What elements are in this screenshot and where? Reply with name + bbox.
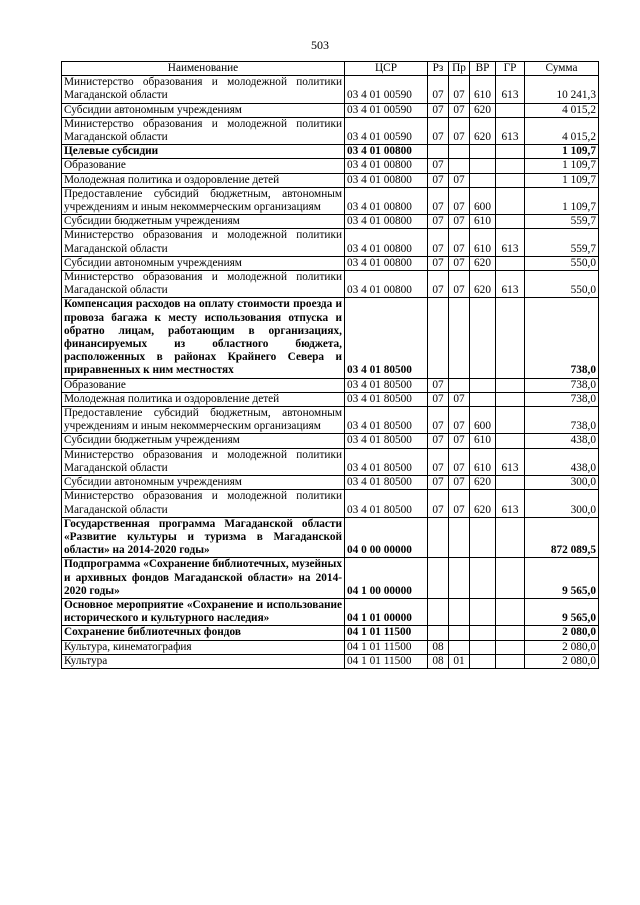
cell-sum: 550,0 (525, 271, 599, 298)
cell-name: Субсидии бюджетным учреждениям (62, 215, 345, 229)
table-row (62, 145, 599, 159)
cell-vr: 620 (470, 256, 496, 270)
cell-pr: 07 (449, 215, 470, 229)
table-row (62, 407, 599, 434)
cell-vr: 610 (470, 229, 496, 256)
cell-rz (428, 626, 449, 640)
cell-vr: 620 (470, 103, 496, 117)
table-row (62, 256, 599, 270)
cell-pr: 07 (449, 76, 470, 103)
cell-pr: 07 (449, 173, 470, 187)
table-row (62, 598, 599, 625)
cell-name: Министерство образования и молодежной политики Магаданской области (62, 448, 345, 475)
cell-name: Субсидии автономным учреждениям (62, 256, 345, 270)
cell-pr: 07 (449, 271, 470, 298)
cell-sum: 4 015,2 (525, 103, 599, 117)
cell-name: Молодежная политика и оздоровление детей (62, 173, 345, 187)
cell-csr: 03 4 01 00590 (345, 103, 428, 117)
column-header-gr: ГР (496, 62, 525, 76)
cell-sum: 1 109,7 (525, 159, 599, 173)
cell-gr: 613 (496, 76, 525, 103)
table-row (62, 159, 599, 173)
cell-vr (470, 378, 496, 392)
cell-sum: 738,0 (525, 407, 599, 434)
cell-gr: 613 (496, 117, 525, 144)
cell-rz: 07 (428, 117, 449, 144)
cell-gr (496, 626, 525, 640)
table-row (62, 117, 599, 144)
cell-csr: 03 4 01 80500 (345, 298, 428, 378)
cell-gr (496, 378, 525, 392)
cell-rz: 08 (428, 654, 449, 668)
cell-sum: 872 089,5 (525, 517, 599, 558)
cell-csr: 04 1 00 00000 (345, 558, 428, 599)
cell-name: Целевые субсидии (62, 145, 345, 159)
cell-name: Предоставление субсидий бюджетным, автономным учреждениям и иным некоммерческим организациям (62, 187, 345, 214)
cell-name: Министерство образования и молодежной политики Магаданской области (62, 76, 345, 103)
cell-sum: 10 241,3 (525, 76, 599, 103)
cell-csr: 04 1 01 11500 (345, 626, 428, 640)
cell-pr: 01 (449, 654, 470, 668)
cell-vr: 620 (470, 490, 496, 517)
cell-rz: 07 (428, 476, 449, 490)
cell-rz: 07 (428, 76, 449, 103)
table-row (62, 392, 599, 406)
cell-pr (449, 558, 470, 599)
cell-csr: 03 4 01 00800 (345, 159, 428, 173)
cell-sum: 438,0 (525, 434, 599, 448)
cell-rz (428, 517, 449, 558)
cell-pr (449, 626, 470, 640)
cell-gr (496, 159, 525, 173)
cell-pr: 07 (449, 229, 470, 256)
table-row (62, 476, 599, 490)
cell-gr (496, 103, 525, 117)
cell-vr: 600 (470, 187, 496, 214)
cell-gr (496, 215, 525, 229)
cell-rz (428, 558, 449, 599)
cell-csr: 04 1 01 11500 (345, 654, 428, 668)
table-row (62, 103, 599, 117)
table-row (62, 76, 599, 103)
cell-sum: 2 080,0 (525, 654, 599, 668)
cell-pr: 07 (449, 407, 470, 434)
cell-sum: 1 109,7 (525, 145, 599, 159)
cell-name: Культура, кинематография (62, 640, 345, 654)
cell-rz: 07 (428, 229, 449, 256)
table-row (62, 173, 599, 187)
cell-csr: 04 0 00 00000 (345, 517, 428, 558)
cell-name: Государственная программа Магаданской области «Развитие культуры и туризма в Магаданской области» на 2014-2020 годы» (62, 517, 345, 558)
cell-csr: 03 4 01 00800 (345, 145, 428, 159)
cell-name: Министерство образования и молодежной политики Магаданской области (62, 117, 345, 144)
cell-name: Молодежная политика и оздоровление детей (62, 392, 345, 406)
cell-rz: 07 (428, 187, 449, 214)
cell-name: Образование (62, 378, 345, 392)
cell-csr: 03 4 01 80500 (345, 407, 428, 434)
cell-pr: 07 (449, 117, 470, 144)
column-header-pr: Пр (449, 62, 470, 76)
cell-sum: 559,7 (525, 215, 599, 229)
cell-gr (496, 407, 525, 434)
cell-rz: 07 (428, 490, 449, 517)
cell-csr: 03 4 01 00800 (345, 229, 428, 256)
cell-sum: 2 080,0 (525, 640, 599, 654)
table-row (62, 558, 599, 599)
cell-rz: 07 (428, 215, 449, 229)
cell-gr: 613 (496, 229, 525, 256)
cell-sum: 300,0 (525, 490, 599, 517)
cell-csr: 03 4 01 00590 (345, 76, 428, 103)
column-header-rz: Рз (428, 62, 449, 76)
cell-name: Субсидии бюджетным учреждениям (62, 434, 345, 448)
cell-gr (496, 517, 525, 558)
table-row (62, 215, 599, 229)
cell-pr (449, 640, 470, 654)
cell-gr (496, 145, 525, 159)
cell-vr: 620 (470, 117, 496, 144)
cell-sum: 300,0 (525, 476, 599, 490)
cell-sum: 9 565,0 (525, 558, 599, 599)
cell-csr: 03 4 01 00800 (345, 187, 428, 214)
cell-gr (496, 173, 525, 187)
cell-name: Министерство образования и молодежной политики Магаданской области (62, 490, 345, 517)
table-header-row (62, 62, 599, 76)
cell-csr: 03 4 01 00800 (345, 271, 428, 298)
cell-pr (449, 517, 470, 558)
cell-vr (470, 173, 496, 187)
cell-vr (470, 598, 496, 625)
cell-vr: 610 (470, 448, 496, 475)
cell-gr (496, 476, 525, 490)
cell-csr: 03 4 01 80500 (345, 490, 428, 517)
cell-pr: 07 (449, 476, 470, 490)
cell-csr: 03 4 01 80500 (345, 476, 428, 490)
cell-rz: 08 (428, 640, 449, 654)
cell-pr: 07 (449, 103, 470, 117)
cell-pr: 07 (449, 490, 470, 517)
table-row (62, 640, 599, 654)
cell-csr: 03 4 01 80500 (345, 448, 428, 475)
cell-csr: 03 4 01 80500 (345, 392, 428, 406)
budget-table (61, 61, 599, 669)
table-row (62, 490, 599, 517)
table-row (62, 229, 599, 256)
cell-csr: 04 1 01 11500 (345, 640, 428, 654)
cell-name: Основное мероприятие «Сохранение и использование исторического и культурного наследия» (62, 598, 345, 625)
cell-vr (470, 558, 496, 599)
cell-csr: 03 4 01 00800 (345, 173, 428, 187)
cell-vr: 600 (470, 407, 496, 434)
cell-name: Субсидии автономным учреждениям (62, 103, 345, 117)
cell-vr (470, 654, 496, 668)
cell-rz (428, 598, 449, 625)
cell-pr: 07 (449, 256, 470, 270)
table-row (62, 298, 599, 378)
cell-name: Подпрограмма «Сохранение библиотечных, музейных и архивных фондов Магаданской области» на 2014-2020 годы» (62, 558, 345, 599)
cell-vr (470, 159, 496, 173)
column-header-sum: Сумма (525, 62, 599, 76)
cell-gr (496, 640, 525, 654)
cell-vr: 610 (470, 434, 496, 448)
cell-sum: 550,0 (525, 256, 599, 270)
cell-pr (449, 598, 470, 625)
cell-gr (496, 298, 525, 378)
cell-sum: 738,0 (525, 298, 599, 378)
column-header-name: Наименование (62, 62, 345, 76)
table-row (62, 626, 599, 640)
cell-rz: 07 (428, 159, 449, 173)
cell-gr (496, 187, 525, 214)
cell-sum: 738,0 (525, 378, 599, 392)
cell-pr: 07 (449, 187, 470, 214)
cell-sum: 4 015,2 (525, 117, 599, 144)
cell-pr: 07 (449, 434, 470, 448)
cell-name: Субсидии автономным учреждениям (62, 476, 345, 490)
cell-vr: 610 (470, 76, 496, 103)
cell-name: Министерство образования и молодежной политики Магаданской области (62, 271, 345, 298)
cell-pr: 07 (449, 392, 470, 406)
cell-pr: 07 (449, 448, 470, 475)
table-row (62, 517, 599, 558)
cell-csr: 03 4 01 80500 (345, 378, 428, 392)
cell-csr: 03 4 01 00590 (345, 117, 428, 144)
cell-rz (428, 298, 449, 378)
cell-rz: 07 (428, 407, 449, 434)
cell-gr (496, 392, 525, 406)
page-number: 503 (311, 38, 329, 52)
cell-gr (496, 256, 525, 270)
table-row (62, 378, 599, 392)
cell-csr: 03 4 01 00800 (345, 215, 428, 229)
cell-rz: 07 (428, 103, 449, 117)
cell-vr (470, 640, 496, 654)
cell-pr (449, 298, 470, 378)
cell-sum: 1 109,7 (525, 187, 599, 214)
cell-rz: 07 (428, 271, 449, 298)
table-row (62, 434, 599, 448)
cell-vr (470, 145, 496, 159)
table-row (62, 271, 599, 298)
cell-rz: 07 (428, 173, 449, 187)
cell-name: Сохранение библиотечных фондов (62, 626, 345, 640)
cell-gr: 613 (496, 271, 525, 298)
cell-name: Культура (62, 654, 345, 668)
cell-rz: 07 (428, 392, 449, 406)
cell-vr: 620 (470, 476, 496, 490)
cell-name: Образование (62, 159, 345, 173)
cell-gr (496, 654, 525, 668)
cell-sum: 738,0 (525, 392, 599, 406)
cell-pr (449, 159, 470, 173)
cell-gr: 613 (496, 448, 525, 475)
cell-gr (496, 598, 525, 625)
cell-vr (470, 392, 496, 406)
cell-csr: 04 1 01 00000 (345, 598, 428, 625)
column-header-vr: ВР (470, 62, 496, 76)
cell-gr (496, 434, 525, 448)
cell-sum: 1 109,7 (525, 173, 599, 187)
table-body (62, 76, 599, 669)
cell-rz: 07 (428, 256, 449, 270)
cell-sum: 2 080,0 (525, 626, 599, 640)
cell-vr (470, 517, 496, 558)
table-row (62, 448, 599, 475)
cell-csr: 03 4 01 00800 (345, 256, 428, 270)
cell-sum: 438,0 (525, 448, 599, 475)
cell-name: Предоставление субсидий бюджетным, автономным учреждениям и иным некоммерческим организациям (62, 407, 345, 434)
cell-rz: 07 (428, 378, 449, 392)
cell-pr (449, 145, 470, 159)
cell-name: Компенсация расходов на оплату стоимости проезда и провоза багажа к месту использования отпуска и обратно лицам, работающим в организациях, финансируемых из областного бюджета, расположенных в районах Крайнего Севера и приравненных к ним местностях (62, 298, 345, 378)
cell-gr (496, 558, 525, 599)
cell-sum: 9 565,0 (525, 598, 599, 625)
cell-vr: 620 (470, 271, 496, 298)
cell-gr: 613 (496, 490, 525, 517)
column-header-csr: ЦСР (345, 62, 428, 76)
cell-vr (470, 626, 496, 640)
cell-vr: 610 (470, 215, 496, 229)
cell-rz: 07 (428, 434, 449, 448)
cell-vr (470, 298, 496, 378)
cell-rz (428, 145, 449, 159)
table-row (62, 187, 599, 214)
cell-pr (449, 378, 470, 392)
cell-rz: 07 (428, 448, 449, 475)
table-row (62, 654, 599, 668)
cell-name: Министерство образования и молодежной политики Магаданской области (62, 229, 345, 256)
cell-csr: 03 4 01 80500 (345, 434, 428, 448)
cell-sum: 559,7 (525, 229, 599, 256)
